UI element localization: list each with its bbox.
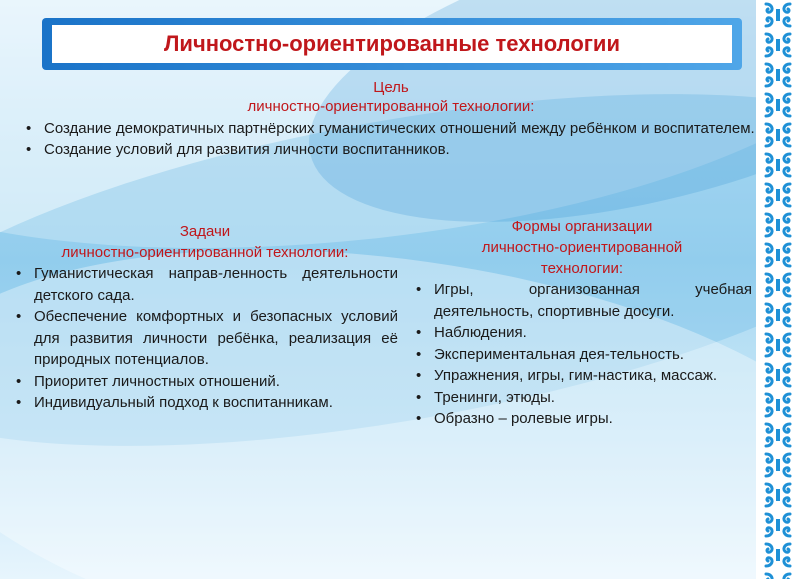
list-item: • Обеспечение комфортных и безопасных условий для развития личности ребёнка, реализация её природных потенциалов. (12, 306, 398, 371)
ornament-motif (762, 0, 794, 30)
title-box (52, 25, 732, 63)
ornament-motif (762, 300, 794, 330)
list-item: • Упражнения, игры, гим-настика, массаж. (412, 365, 752, 387)
tasks-section (12, 221, 398, 414)
list-item: • Образно – ролевые игры. (412, 408, 752, 430)
forms-list (412, 279, 752, 430)
list-item: • Экспериментальная дея-тельность. (412, 344, 752, 366)
ornament-motif (762, 120, 794, 150)
tasks-heading-line: личностно-ориентированной технологии: (61, 244, 349, 261)
ornament-motif (762, 240, 794, 270)
forms-heading-line: технологии: (540, 260, 624, 277)
list-item: • Наблюдения. (412, 322, 752, 344)
title-banner (42, 18, 742, 70)
goal-heading (26, 78, 756, 116)
forms-heading-line: личностно-ориентированной (481, 239, 683, 256)
forms-section (412, 216, 752, 430)
ornament-motif (762, 360, 794, 390)
ornament-motif (762, 270, 794, 300)
ornament-motif (762, 60, 794, 90)
ornament-border (756, 0, 800, 579)
list-item: • Игры, организованная учебная деятельность, спортивные досуги. (412, 279, 752, 322)
goal-section (26, 78, 756, 160)
list-item: • Приоритет личностных отношений. (12, 371, 398, 393)
ornament-motif (762, 450, 794, 480)
list-item: • Создание демократичных партнёрских гуманистических отношений между ребёнком и воспитателем. (26, 118, 756, 139)
list-item: • Тренинги, этюды. (412, 387, 752, 409)
ornament-motif (762, 330, 794, 360)
ornament-motif (762, 180, 794, 210)
forms-heading (412, 216, 752, 279)
forms-heading-line: Формы организации (511, 218, 653, 235)
slide-title: Личностно-ориентированные технологии (164, 31, 620, 56)
tasks-heading-line: Задачи (179, 223, 231, 240)
goal-heading-line: личностно-ориентированной технологии: (247, 98, 535, 115)
ornament-motif (762, 510, 794, 540)
ornament-motif (762, 390, 794, 420)
ornament-motif (762, 150, 794, 180)
goal-heading-line: Цель (373, 79, 409, 96)
tasks-list (12, 263, 398, 414)
tasks-heading (12, 221, 398, 263)
ornament-motif (762, 540, 794, 570)
ornament-motif (762, 210, 794, 240)
list-item: • Создание условий для развития личности воспитанников. (26, 139, 756, 160)
ornament-motif (762, 30, 794, 60)
goal-list (26, 118, 756, 160)
ornament-motif (762, 90, 794, 120)
list-item: • Гуманистическая направ-ленность деятельности детского сада. (12, 263, 398, 306)
ornament-motif (762, 420, 794, 450)
ornament-motif (762, 570, 794, 579)
ornament-motif (762, 480, 794, 510)
list-item: • Индивидуальный подход к воспитанникам. (12, 392, 398, 414)
